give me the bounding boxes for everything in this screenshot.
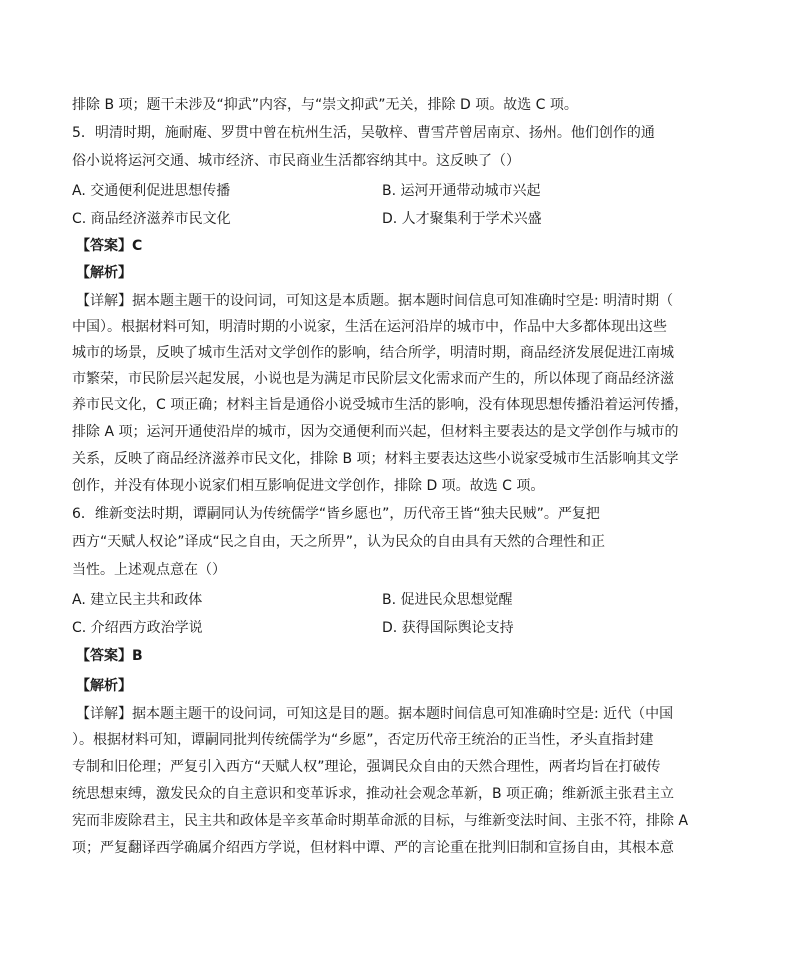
q6-detail-line-4: 统思想束缚，激发民众的自主意识和变革诉求，推动社会观念革新，B 项正确；维新派主张君主立 bbox=[72, 786, 675, 802]
q5-stem-line-2: 俗小说将运河交通、城市经济、市民商业生活都容纳其中。这反映了（） bbox=[72, 153, 520, 169]
q6-answer: 【答案】B bbox=[76, 648, 143, 664]
q6-stem-line-1: 6．维新变法时期，谭嗣同认为传统儒学“皆乡愿也”，历代帝王皆“独夫民贼”。严复把 bbox=[72, 506, 600, 522]
q5-answer: 【答案】C bbox=[76, 238, 143, 254]
q5-detail-line-1: 【详解】据本题主题干的设问词，可知这是本质题。据本题时间信息可知准确时空是: 明清时期（ bbox=[76, 293, 674, 309]
q5-detail-line-7: 关系，反映了商品经济滋养市民文化，排除 B 项；材料主要表达这些小说家受城市生活影响其文学 bbox=[72, 451, 679, 467]
q5-detail-line-6: 排除 A 项；运河开通使沿岸的城市，因为交通便利而兴起，但材料主要表达的是文学创作与城市的 bbox=[72, 424, 679, 440]
q6-option-d: D. 获得国际舆论支持 bbox=[382, 620, 514, 636]
q6-option-b: B. 促进民众思想觉醒 bbox=[382, 592, 513, 608]
q5-option-a: A. 交通便利促进思想传播 bbox=[72, 183, 231, 199]
q6-detail-line-2: ）。根据材料可知，谭嗣同批判传统儒学为“乡愿”，否定历代帝王统治的正当性，矛头直指封建 bbox=[72, 732, 654, 748]
q5-analysis-label: 【解析】 bbox=[76, 265, 132, 281]
q5-stem-line-1: 5．明清时期，施耐庵、罗贯中曾在杭州生活，吴敬梓、曹雪芹曾居南京、扬州。他们创作的通 bbox=[72, 125, 655, 141]
q6-analysis-label: 【解析】 bbox=[76, 678, 132, 694]
q5-option-d: D. 人才聚集利于学术兴盛 bbox=[382, 211, 542, 227]
q5-option-c: C. 商品经济滋养市民文化 bbox=[72, 211, 231, 227]
q6-option-a: A. 建立民主共和政体 bbox=[72, 592, 203, 608]
q6-detail-line-6: 项；严复翻译西学确属介绍西方学说，但材料中谭、严的言论重在批判旧制和宣扬自由，其根本意 bbox=[72, 840, 674, 856]
q6-stem-line-2: 西方“天赋人权论”译成“民之自由，天之所畀”，认为民众的自由具有天然的合理性和正 bbox=[72, 534, 606, 550]
q5-option-b: B. 运河开通带动城市兴起 bbox=[382, 183, 541, 199]
q5-detail-line-4: 市繁荣，市民阶层兴起发展，小说也是为满足市民阶层文化需求而产生的，所以体现了商品经济滋 bbox=[72, 371, 674, 387]
q6-option-c: C. 介绍西方政治学说 bbox=[72, 620, 203, 636]
top-line: 排除 B 项；题干未涉及“抑武”内容，与“崇文抑武”无关，排除 D 项。故选 C 项。 bbox=[72, 97, 578, 113]
q5-detail-line-8: 创作，并没有体现小说家们相互影响促进文学创作，排除 D 项。故选 C 项。 bbox=[72, 478, 545, 494]
q6-detail-line-1: 【详解】据本题主题干的设问词，可知这是目的题。据本题时间信息可知准确时空是: 近代（中国 bbox=[76, 706, 674, 722]
q6-stem-line-3: 当性。上述观点意在（） bbox=[72, 562, 226, 578]
q6-detail-line-5: 宪而非废除君主，民主共和政体是辛亥革命时期革命派的目标，与维新变法时间、主张不符，排除 A bbox=[72, 813, 689, 829]
q5-detail-line-3: 城市的场景，反映了城市生活对文学创作的影响，结合所学，明清时期，商品经济发展促进江南城 bbox=[72, 345, 674, 361]
q6-detail-line-3: 专制和旧伦理；严复引入西方“天赋人权”理论，强调民众自由的天然合理性，两者均旨在打破传 bbox=[72, 759, 661, 775]
q5-detail-line-2: 中国）。根据材料可知，明清时期的小说家，生活在运河沿岸的城市中，作品中大多都体现出这些 bbox=[72, 319, 667, 335]
q5-detail-line-5: 养市民文化，C 项正确；材料主旨是通俗小说受城市生活的影响，没有体现思想传播沿着运河传播， bbox=[72, 397, 689, 413]
